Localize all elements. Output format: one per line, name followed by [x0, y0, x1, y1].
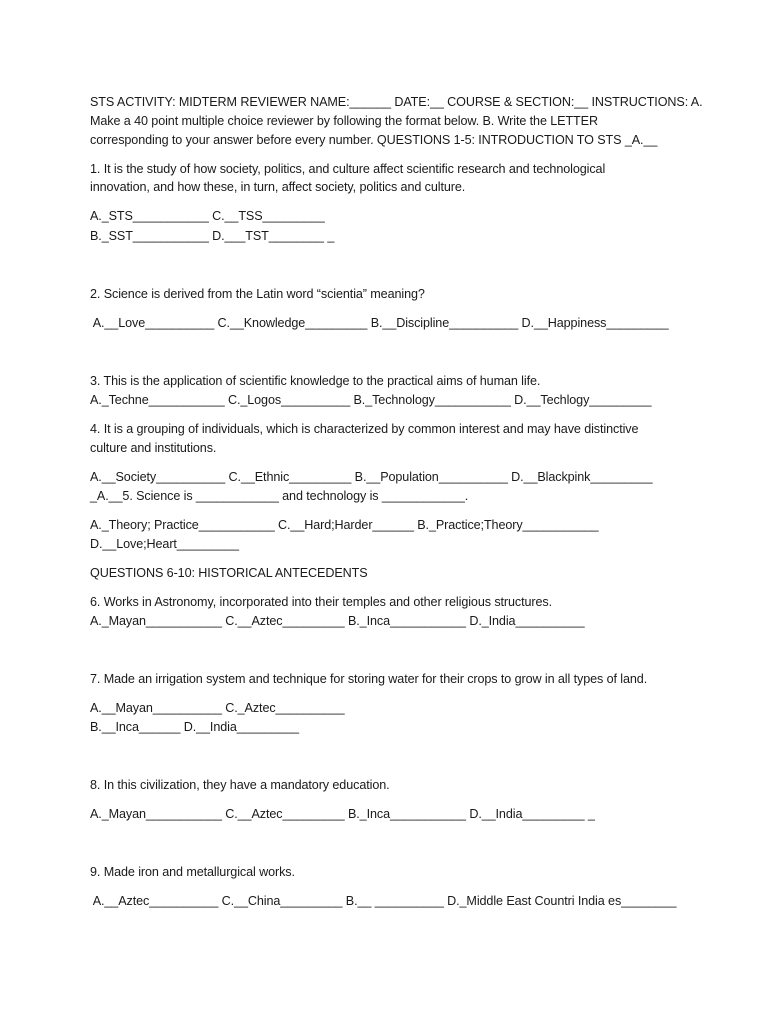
question-8: 8. In this civilization, they have a mandatory education. — [90, 778, 390, 792]
question-1-choices-2: B._SST___________ D.___TST________ _ — [90, 229, 335, 243]
question-2: 2. Science is derived from the Latin word “scientia” meaning? — [90, 287, 425, 301]
question-4-line-1: 4. It is a grouping of individuals, which is characterized by common interest and may have distinctive — [90, 422, 639, 436]
section-heading: QUESTIONS 6-10: HISTORICAL ANTECEDENTS — [90, 566, 368, 580]
question-5-choices-2: D.__Love;Heart_________ — [90, 537, 239, 551]
question-1-line-2: innovation, and how these, in turn, affect society, politics and culture. — [90, 180, 466, 194]
question-8-choices: A._Mayan___________ C.__Aztec_________ B._Inca___________ D.__India_________ _ — [90, 807, 595, 821]
question-1-choices-1: A._STS___________ C.__TSS_________ — [90, 209, 325, 223]
question-5: _A.__5. Science is ____________ and technology is ____________. — [90, 489, 469, 503]
question-7: 7. Made an irrigation system and technique for storing water for their crops to grow in all types of land. — [90, 672, 648, 686]
question-3: 3. This is the application of scientific knowledge to the practical aims of human life. — [90, 374, 541, 388]
question-1-line-1: 1. It is the study of how society, politics, and culture affect scientific research and technological — [90, 162, 606, 176]
question-2-choices: A.__Love__________ C.__Knowledge_________ B.__Discipline__________ D.__Happiness_________ — [90, 316, 669, 330]
question-9: 9. Made iron and metallurgical works. — [90, 865, 295, 879]
question-6: 6. Works in Astronomy, incorporated into their temples and other religious structures. — [90, 595, 553, 609]
header-line-3: corresponding to your answer before every number. QUESTIONS 1-5: INTRODUCTION TO STS _A.__ — [90, 133, 658, 147]
question-3-choices: A._Techne___________ C._Logos__________ B._Technology___________ D.__Techlogy_________ — [90, 393, 652, 407]
question-6-choices: A._Mayan___________ C.__Aztec_________ B._Inca___________ D._India__________ — [90, 614, 585, 628]
question-7-choices-2: B.__Inca______ D.__India_________ — [90, 720, 299, 734]
header-line-2: Make a 40 point multiple choice reviewer by following the format below. B. Write the LETTER — [90, 114, 598, 128]
question-4-line-2: culture and institutions. — [90, 441, 217, 455]
question-5-choices-1: A._Theory; Practice___________ C.__Hard;Harder______ B._Practice;Theory___________ — [90, 518, 599, 532]
header-line-1: STS ACTIVITY: MIDTERM REVIEWER NAME:______ DATE:__ COURSE & SECTION:__ INSTRUCTIONS: A. — [90, 95, 703, 109]
question-4-choices: A.__Society__________ C.__Ethnic_________ B.__Population__________ D.__Blackpink_________ — [90, 470, 653, 484]
question-7-choices-1: A.__Mayan__________ C._Aztec__________ — [90, 701, 345, 715]
question-9-choices: A.__Aztec__________ C.__China_________ B.__ __________ D._Middle East Countri India es________ — [90, 894, 677, 908]
